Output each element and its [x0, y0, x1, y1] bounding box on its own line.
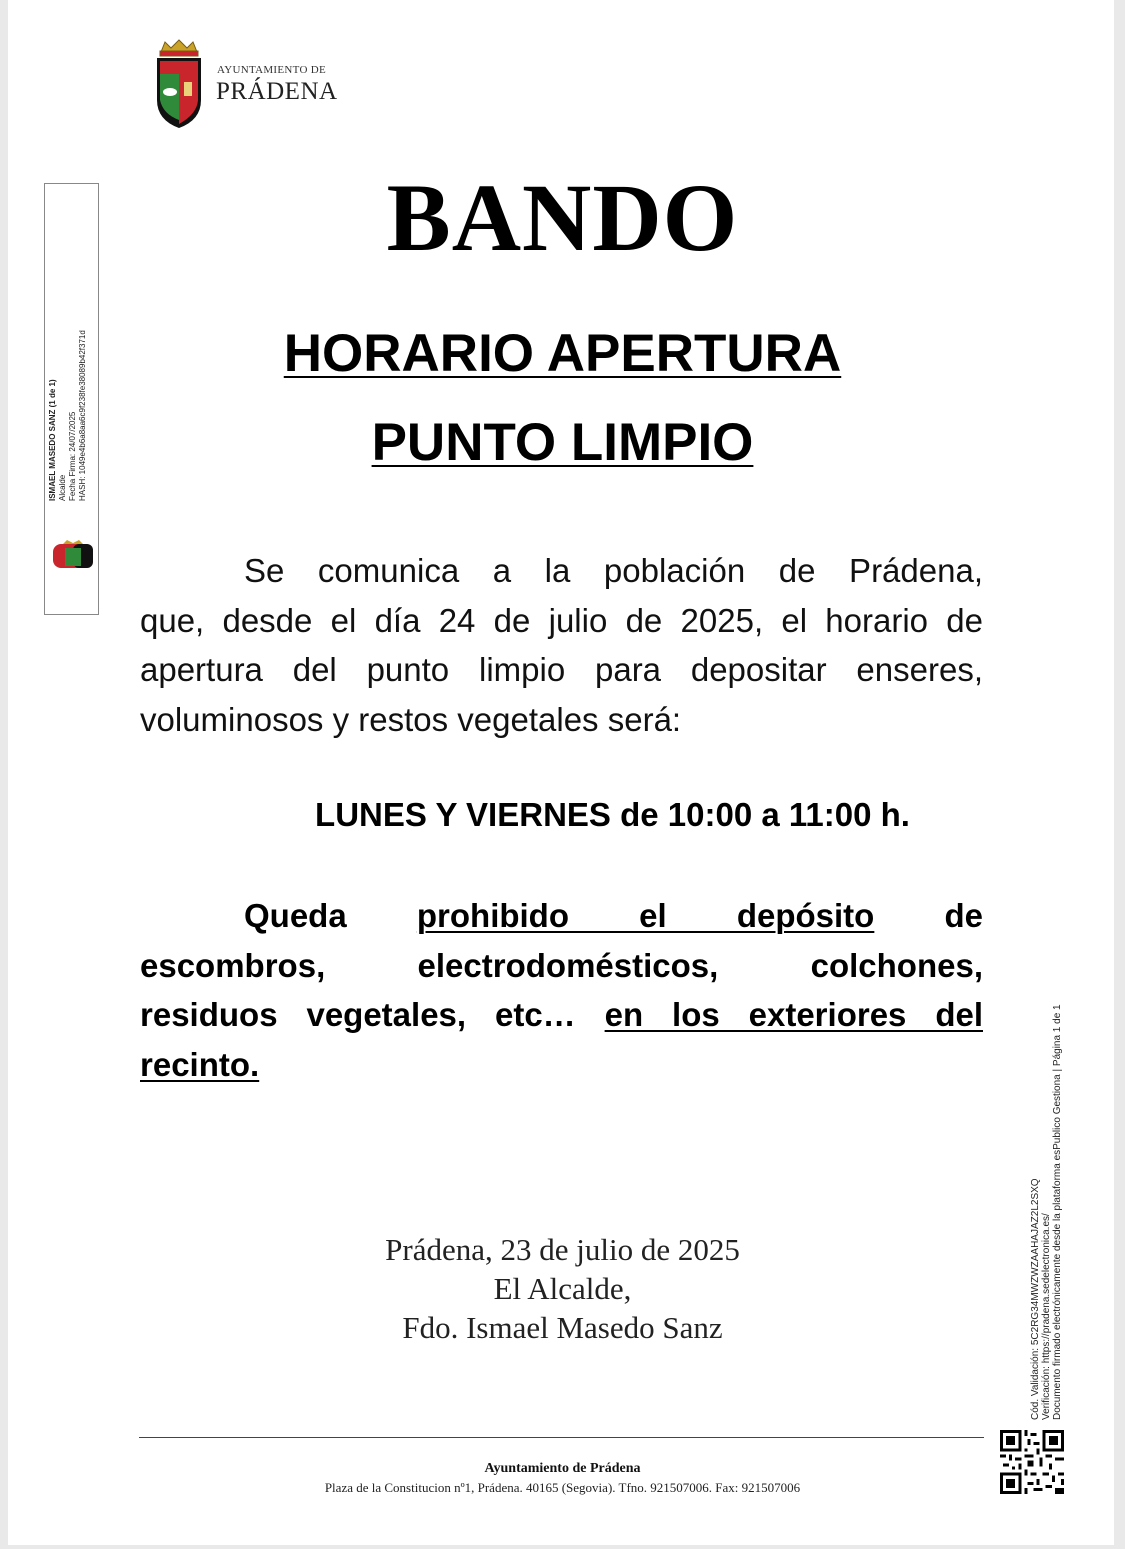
notice-paragraph	[140, 891, 983, 1089]
validation-text	[1030, 950, 1063, 1420]
footer-divider	[139, 1437, 984, 1438]
document-page	[8, 0, 1114, 1545]
sign-place-date: Prádena, 23 de julio de 2025	[385, 1232, 740, 1267]
subtitle-line-1: HORARIO APERTURA	[283, 324, 842, 383]
logo-text-pradena: PRÁDENA	[216, 78, 338, 105]
subtitle-line-2: PUNTO LIMPIO	[371, 413, 754, 472]
notice-recinto: recinto.	[140, 1045, 260, 1083]
seal-icon	[51, 540, 95, 572]
coat-of-arms-icon	[151, 38, 207, 130]
signature-date: Fecha Firma: 24/07/2025	[68, 411, 77, 501]
notice-l1-a: Queda	[244, 897, 347, 934]
schedule-text: LUNES Y VIERNES de 10:00 a 11:00 h.	[315, 796, 910, 833]
qr-code-icon	[1000, 1430, 1064, 1494]
logo-text-ayuntamiento: AYUNTAMIENTO DE	[217, 64, 327, 76]
notice-line-2: escombros, electrodomésticos, colchones,	[140, 946, 983, 984]
intro-line-2: que, desde el día 24 de julio de 2025, el horario de	[140, 601, 983, 639]
signer-role: Alcalde	[58, 474, 67, 501]
notice-exteriors: en los exteriores del	[604, 996, 983, 1033]
validation-code: Cód. Validación: 5C2RG34MWZWZAAHAJAZ2L2SXQ	[1030, 1178, 1041, 1420]
notice-l1-b: de	[944, 897, 984, 934]
footer-org-name: Ayuntamiento de Prádena	[484, 1461, 641, 1476]
intro-paragraph	[140, 546, 983, 744]
notice-prohibited: prohibido el depósito	[416, 897, 875, 934]
sign-role: El Alcalde,	[493, 1271, 632, 1306]
municipal-logo	[151, 38, 341, 130]
validation-platform: Documento firmado electrónicamente desde la plataforma esPublico Gestiona | Página 1 de 1	[1052, 1004, 1063, 1420]
validation-url: Verificación: https://pradena.sedelectronica.es/	[1041, 1213, 1052, 1420]
notice-l3-a: residuos vegetales, etc…	[140, 996, 576, 1033]
signature-hash: HASH: 1049e4b6a8aa6c9f238fe38089b42f371d	[78, 330, 87, 501]
intro-line-3: apertura del punto limpio para depositar enseres,	[140, 651, 983, 688]
sign-name: Fdo. Ismael Masedo Sanz	[402, 1310, 723, 1345]
document-title: BANDO	[386, 164, 739, 271]
intro-line-1: Se comunica a la población de Prádena,	[244, 552, 983, 589]
signer-name: ISMAEL MASEDO SANZ (1 de 1)	[48, 379, 57, 501]
intro-line-4: voluminosos y restos vegetales será:	[140, 700, 682, 738]
footer-address: Plaza de la Constitucion nº1, Prádena. 40165 (Segovia). Tfno. 921507006. Fax: 921507006	[324, 1480, 801, 1495]
